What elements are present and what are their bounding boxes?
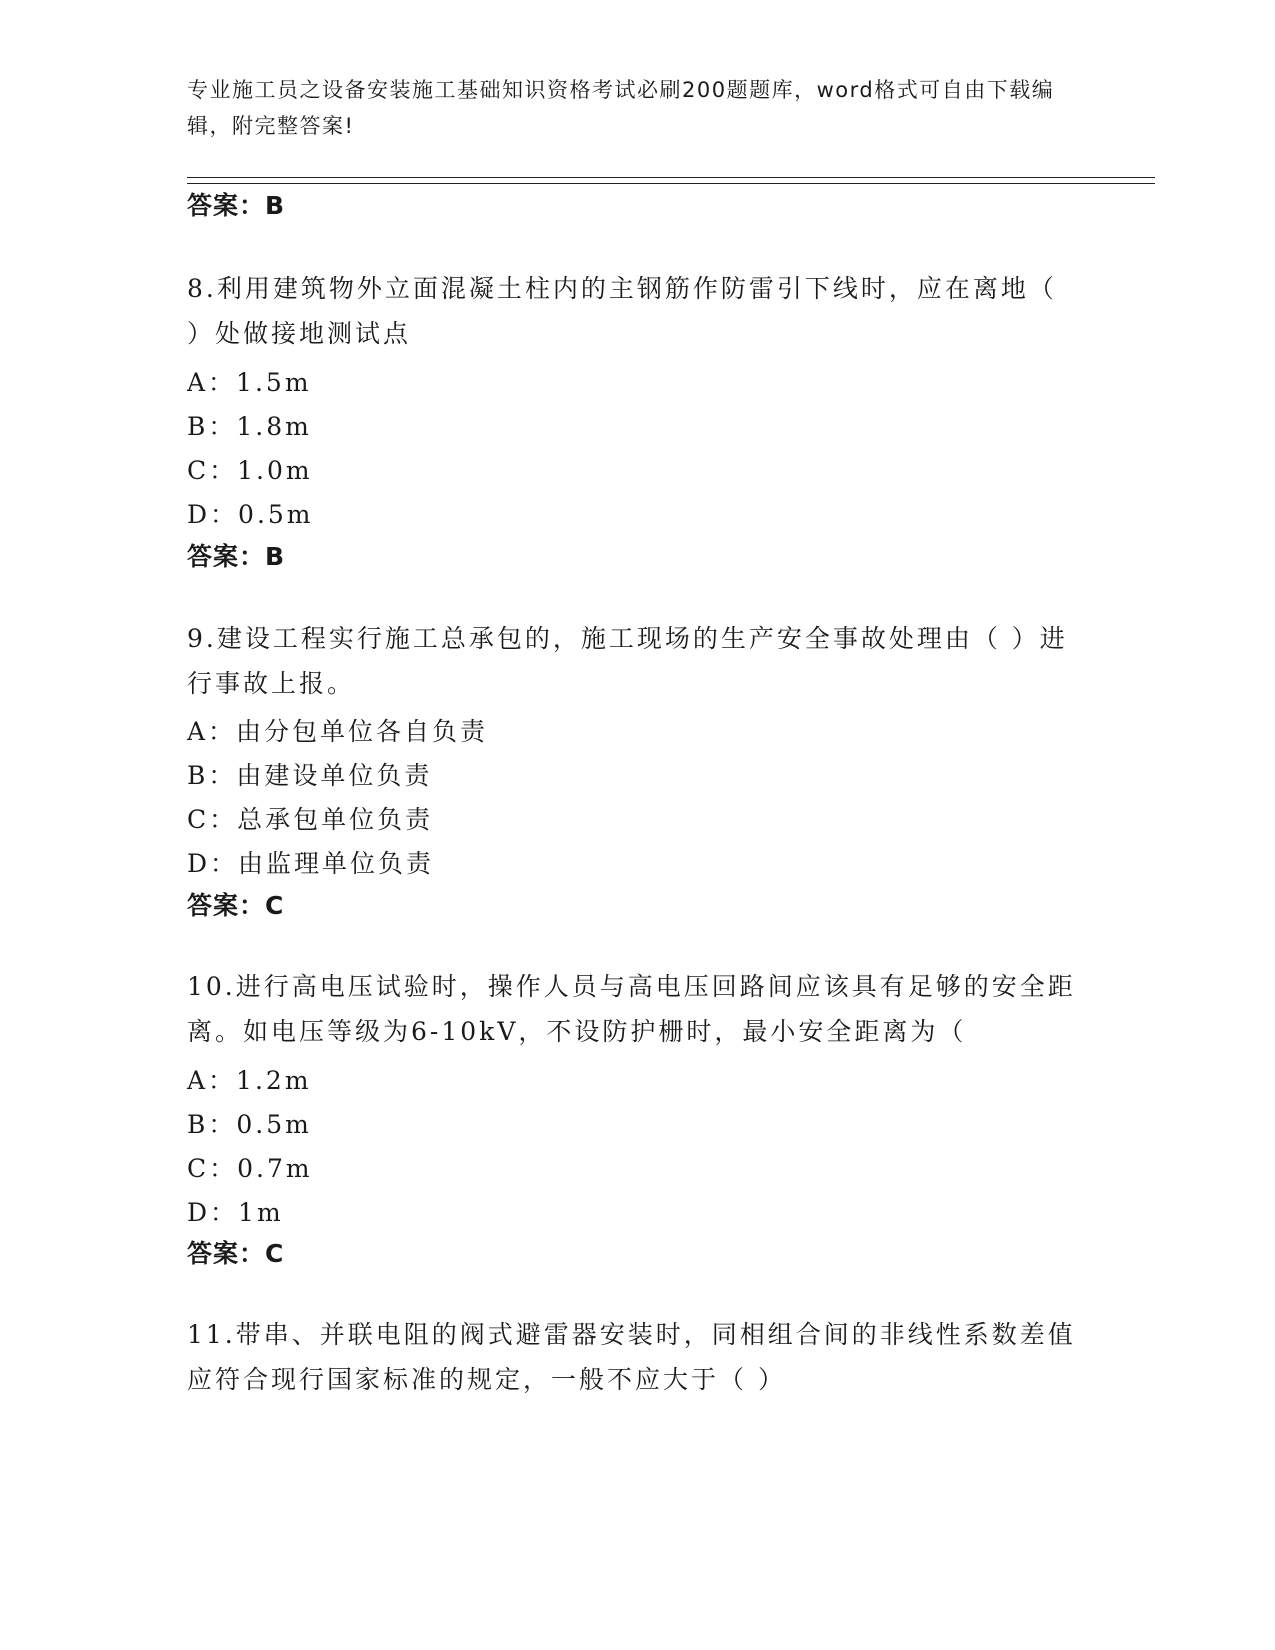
question-8-option-a: A：1.5m xyxy=(187,368,312,397)
question-9-stem: 9.建设工程实行施工总承包的，施工现场的生产安全事故处理由（ ）进行事故上报。 xyxy=(187,624,1068,698)
question-9-option-a: A：由分包单位各自负责 xyxy=(187,717,489,746)
question-11-stem: 11.带串、并联电阻的阀式避雷器安装时，同相组合间的非线性系数差值应符合现行国家标准的规定，一般不应大于（ ） xyxy=(187,1320,1076,1394)
question-8-stem: 8.利用建筑物外立面混凝土柱内的主钢筋作防雷引下线时，应在离地（ ）处做接地测试点 xyxy=(187,274,1057,348)
question-10-stem: 10.进行高电压试验时，操作人员与高电压回路间应该具有足够的安全距离。如电压等级为6-10kV，不设防护栅时，最小安全距离为（ xyxy=(187,972,1076,1046)
question-10-option-a: A：1.2m xyxy=(187,1066,312,1095)
question-10-option-b: B：0.5m xyxy=(187,1110,312,1139)
header-rule-top xyxy=(187,177,1155,178)
header-rule-bottom xyxy=(187,183,1155,184)
document-header: 专业施工员之设备安装施工基础知识资格考试必刷200题题库，word格式可自由下载编辑，附完整答案! xyxy=(187,78,1055,138)
question-9-option-c: C：总承包单位负责 xyxy=(187,805,434,834)
answer-previous: 答案：B xyxy=(187,191,286,220)
question-9-option-d: D：由监理单位负责 xyxy=(187,849,435,878)
question-8-option-b: B：1.8m xyxy=(187,412,312,441)
question-10-option-c: C：0.7m xyxy=(187,1154,313,1183)
question-8-answer: 答案：B xyxy=(187,542,286,571)
question-10-answer: 答案：C xyxy=(187,1239,285,1268)
question-8-option-c: C：1.0m xyxy=(187,456,313,485)
question-10-option-d: D：1m xyxy=(187,1198,284,1227)
question-8-option-d: D：0.5m xyxy=(187,500,314,529)
question-9-answer: 答案：C xyxy=(187,891,285,920)
question-9-option-b: B：由建设单位负责 xyxy=(187,761,433,790)
